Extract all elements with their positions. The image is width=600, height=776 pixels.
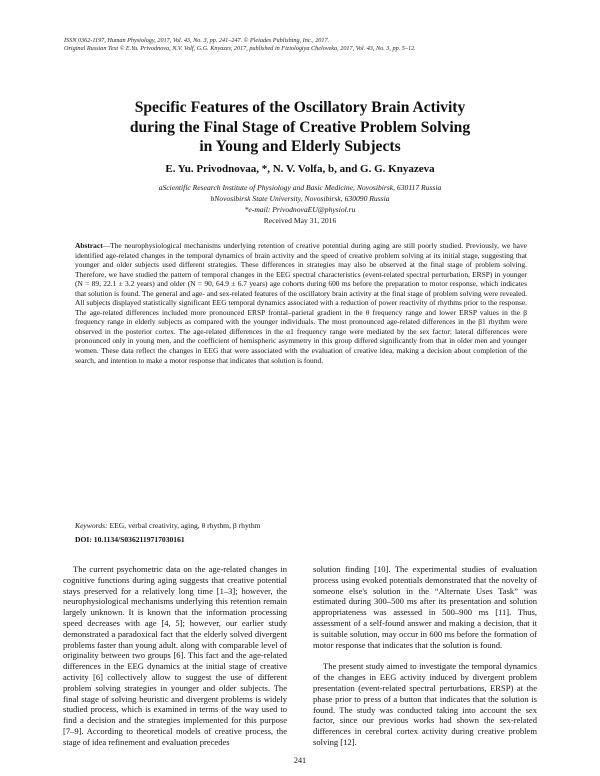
article-title <box>40 98 560 157</box>
contact-email: *e-mail: PrivodnovaEU@physiol.ru <box>244 205 356 215</box>
paragraph: The present study aimed to investigate the temporal dynamics of the changes in EEG activity induced by divergent problem presentation (event-related spectral perturbations, ERSP) at the phase prior to press of a button that indicates that the solution is found. The study was conducted taking into account the sex factor, since our previous works had shown the sex-related differences in cerebral cortex activity during creative problem solving [12]. <box>313 661 537 747</box>
doi-label: DOI: <box>75 535 92 544</box>
doi-value: 10.1134/S0362119717030161 <box>91 535 185 544</box>
paragraph: The current psychometric data on the age-related changes in cognitive functions during aging suggests that creative potential stays preserved for a relatively long time [1–3]; however, the neurophysiological mechanisms underlying this retention remain largely unknown. It is known that the information processing speed decreases with age [4, 5]; however, our earlier study demonstrated a paradoxical fact that the elderly solved divergent problems faster than young adult. along with comparable level of originality between two groups [6]. This fact and the age-related differences in the EEG dynamics at the initial stage of creative activity [6] collectively allow to suggest the use of different problem solving strategies in younger and older subjects. The final stage of solving heuristic and divergent problems is widely studied process, which is examined in terms of the way used to find a decision and the strategies implemented for this purpose [7–9]. According to theoretical models of creative process, the stage of idea refinement and evaluation precedes <box>63 564 287 747</box>
received-date: Received May 31, 2016 <box>263 216 337 225</box>
title-line-1: Specific Features of the Oscillatory Brain Activity <box>134 99 466 116</box>
body-column-left <box>63 564 287 748</box>
doi <box>75 535 527 544</box>
keywords-label: Keywords: <box>75 521 108 530</box>
paragraph: solution finding [10]. The experimental studies of evaluation process using evoked potentials demonstrated that the novelty of someone else's solution in the “Alternate Uses Task” was estimated during 300–500 ms after its presentation and solution appropriateness was assessed in 500–900 ms [11]. Thus, assessment of a self-found answer and making a decision, that it is suitable solution, may occur in 600 ms before the formation of motor response that indicates that the solution is found. <box>313 564 537 650</box>
journal-header <box>64 37 416 54</box>
author-list: E. Yu. Privodnovaa, *, N. V. Volfa, b, and G. G. Knyazeva <box>165 163 435 175</box>
keywords-text: EEG, verbal creativity, aging, θ rhythm, β rhythm <box>107 521 261 530</box>
title-line-2: during the Final Stage of Creative Problem Solving <box>129 118 471 136</box>
header-line-1: ISSN 0362-1197, Human Physiology, 2017, Vol. 43, No. 3, pp. 241–247. © Pleiades Publishing, Inc., 2017. <box>64 37 330 44</box>
abstract <box>75 241 527 365</box>
abstract-text: —The neurophysiological mechanisms underlying retention of creative potential during aging are still poorly studied. Previously, we have identified age-related changes in the temporal dynamics of brain activity and the speed of creative problem solving at its initial stage, suggesting that younger and older subjects used different strategies. These differences in strategies may also be observed at the final stage of problem solving. Therefore, we have studied the pattern of temporal changes in the EEG spectral characteristics (event-related spectral perturbation, ERSP) in younger (N = 89, 22.1 ± 3.2 years) and older (N = 90, 64.9 ± 6.7 years) age cohorts during 600 ms before the preparation to motor response, which indicates that solution is found. The general and age- and sex-related features of the oscillatory brain activity at the final stage of problem solving were revealed. All subjects displayed statistically significant EEG temporal dynamics associated with a reduction of power reactivity of rhythms prior to the response. The age-related differences included more pronounced ERSP frontal–parietal gradient in the θ frequency range and lower ERSP values in the β frequency range in elderly subjects as compared with the younger individuals. The most pronounced age-related differences in the β1 rhythm were observed in the posterior cortex. The age-related differences in the α1 frequency range were mediated by the sex factor: lateral differences were pronounced only in young men, and the coefficient of hemispheric asymmetry in this group differed significantly from that in older men and younger women. These data reflect the changes in EEG that were associated with the evaluation of creative idea, making a decision about completion of the search, and intention to make a motor response that indicates that solution is found. <box>75 241 527 365</box>
affiliation-b: bNovosibirsk State University, Novosibirsk, 630090 Russia <box>210 194 390 204</box>
keywords <box>75 521 527 530</box>
affiliations <box>40 182 560 216</box>
body-column-right <box>313 564 537 748</box>
abstract-label: Abstract <box>75 241 103 250</box>
affiliation-a: aScientific Research Institute of Physiology and Basic Medicine, Novosibirsk, 630117 Russia <box>158 183 442 192</box>
page-number: 241 <box>293 756 307 765</box>
header-line-2: Original Russian Text © E.Yu. Privodnova, N.V. Volf, G.G. Knyazev, 2017, published in Fiziologiya Cheloveka, 2017, Vol. 43, No. 3, pp. 5–12. <box>64 45 416 53</box>
title-line-3: in Young and Elderly Subjects <box>199 138 401 156</box>
